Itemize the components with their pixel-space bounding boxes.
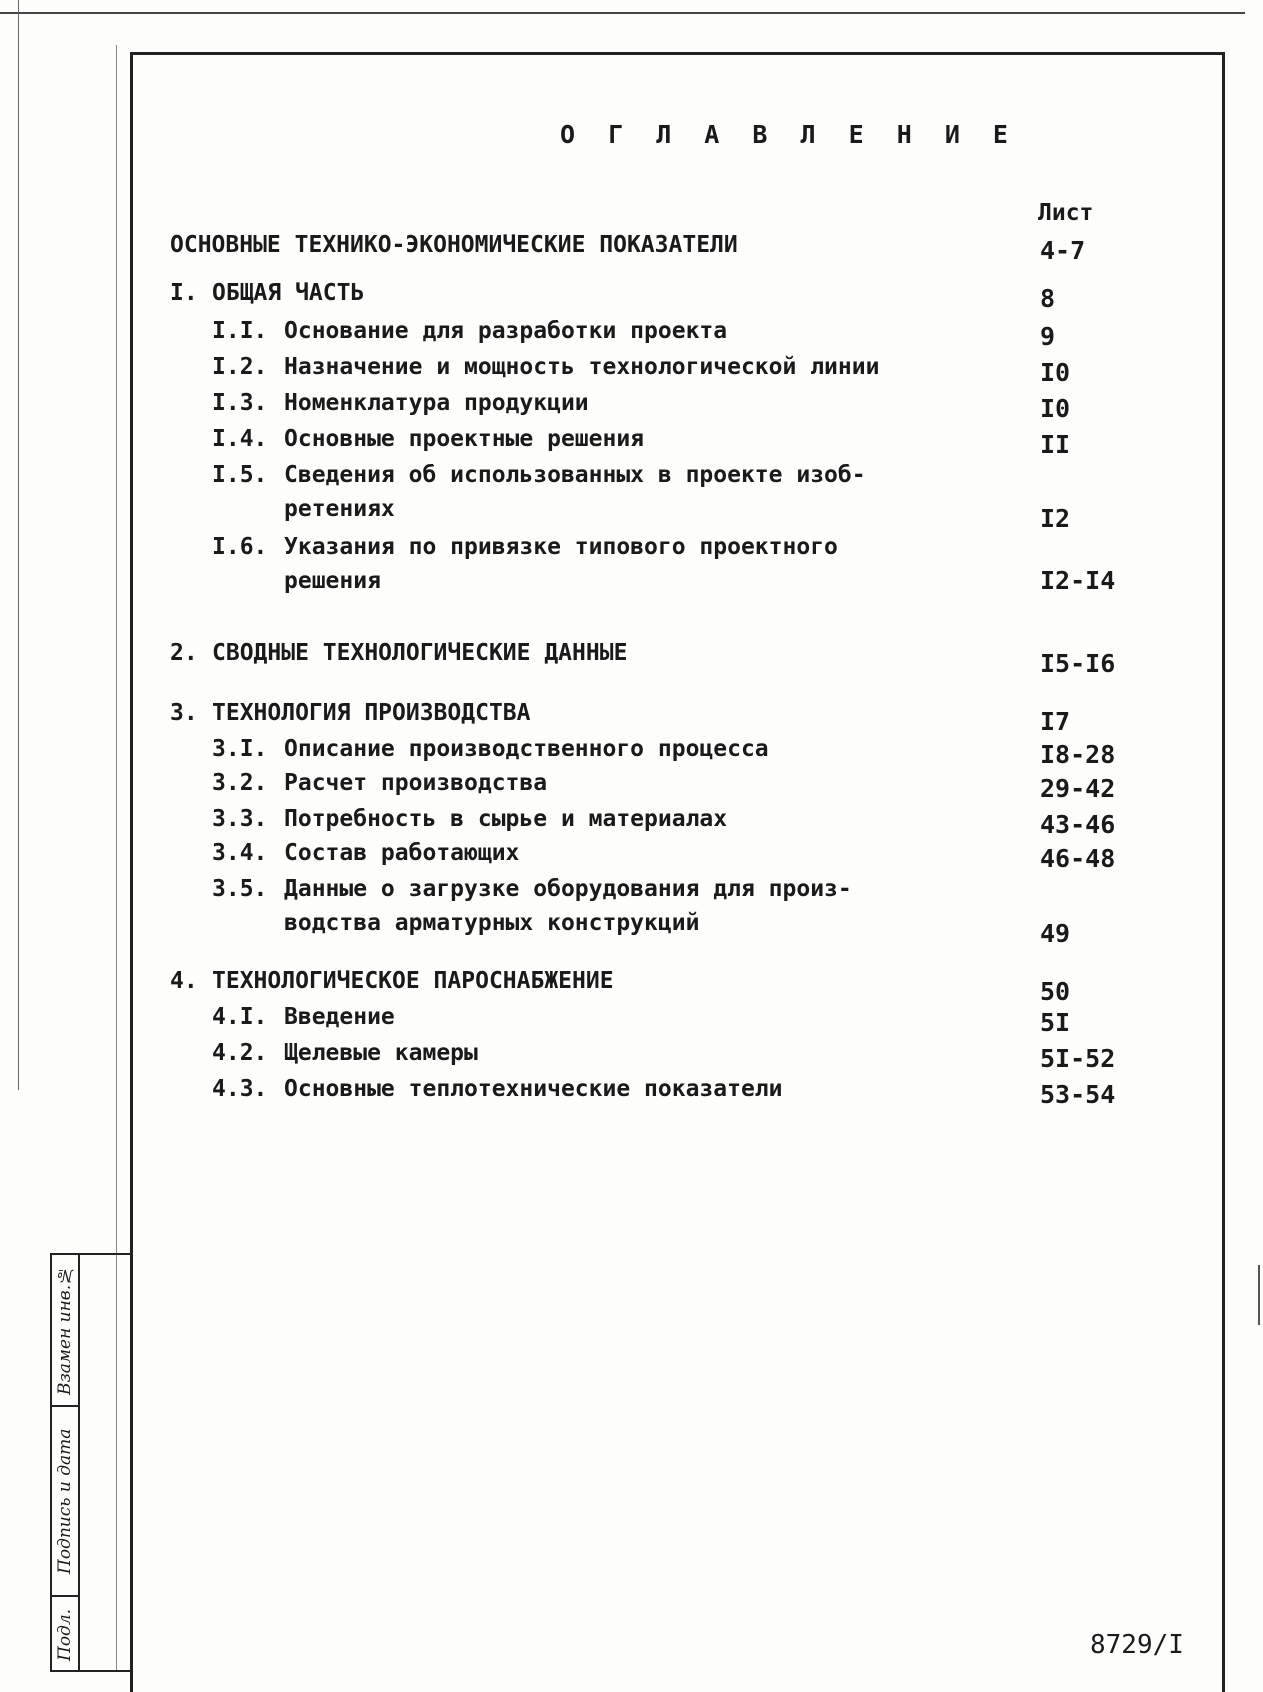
toc-entry-page: 49 [1040,919,1071,948]
toc-entry-title: Указания по привязке типового проектного [284,534,838,560]
toc-entry-number: 3. [170,700,198,726]
toc-entry-title: ТЕХНОЛОГИЯ ПРОИЗВОДСТВА [212,700,531,726]
toc-entry-title: Щелевые камеры [284,1040,478,1066]
toc-entry-number: 3.I. [212,736,268,762]
toc-entry-page: 5I-52 [1040,1044,1116,1073]
toc-entry-number: 4.I. [212,1004,268,1030]
toc-entry-page: I7 [1040,707,1071,736]
toc-entry-page: II [1040,430,1071,459]
stamp-label-original: Подл. [55,1608,75,1661]
toc-entry-title: СВОДНЫЕ ТЕХНОЛОГИЧЕСКИЕ ДАННЫЕ [212,640,628,666]
toc-entry-page: 5I [1040,1008,1071,1037]
toc-entry-title: Расчет производства [284,770,548,796]
toc-entry-title: Основание для разработки проекта [284,318,728,344]
toc-entry-number: I. [170,280,198,306]
toc-entry-number: 2. [170,640,198,666]
toc-entry-title: Назначение и мощность технологической линии [284,354,880,380]
toc-entry-number: I.5. [212,462,268,488]
stamp-label-replace-inv: Взамен инв.№ [55,1264,75,1396]
left-margin-rule [18,0,19,1090]
toc-entry-number: I.I. [212,318,268,344]
toc-entry-page: 9 [1040,322,1056,351]
toc-entry-page: I2 [1040,504,1071,533]
toc-entry-number: 3.4. [212,840,268,866]
toc-entry-title: Данные о загрузке оборудования для произ- [284,876,852,902]
toc-entry-page: 43-46 [1040,810,1116,839]
toc-entry-page: 4-7 [1040,236,1086,265]
toc-entry-title: ОБЩАЯ ЧАСТЬ [212,280,365,306]
toc-entry-number: 4.3. [212,1076,268,1102]
toc-entry-page: 8 [1040,284,1056,313]
page-title: О Г Л А В Л Е Н И Е [560,120,1017,149]
toc-entry-number: 3.5. [212,876,268,902]
toc-entry-number: I.3. [212,390,268,416]
top-rule [0,12,1245,14]
toc-entry-title: Основные проектные решения [284,426,645,452]
toc-entry-page: I5-I6 [1040,649,1116,678]
toc-entry-title: Состав работающих [284,840,520,866]
toc-entry-title: Номенклатура продукции [284,390,589,416]
toc-entry-page: 46-48 [1040,844,1116,873]
toc-entry-title-continued: ретениях [284,496,395,522]
toc-entry-title: Введение [284,1004,395,1030]
page-column-header: Лист [1038,200,1094,226]
toc-entry-page: I2-I4 [1040,566,1116,595]
toc-entry-number: I.4. [212,426,268,452]
toc-entry-title: ТЕХНОЛОГИЧЕСКОЕ ПАРОСНАБЖЕНИЕ [212,968,614,994]
toc-entry-title: Сведения об использованных в проекте изоб- [284,462,866,488]
toc-entry-page: 50 [1040,977,1071,1006]
toc-entry-title-continued: решения [284,568,381,594]
toc-entry-title: Потребность в сырье и материалах [284,806,728,832]
toc-entry-number: 3.2. [212,770,268,796]
toc-entry-number: I.2. [212,354,268,380]
toc-entry-title: Описание производственного процесса [284,736,769,762]
toc-entry-title-continued: водства арматурных конструкций [284,910,700,936]
toc-entry-number: I.6. [212,534,268,560]
stamp-label-signature-date: Подпись и дата [55,1428,75,1574]
toc-entry-title: Основные теплотехнические показатели [284,1076,783,1102]
toc-entry-title: ОСНОВНЫЕ ТЕХНИКО-ЭКОНОМИЧЕСКИЕ ПОКАЗАТЕЛИ [170,232,738,258]
toc-entry-page: I0 [1040,358,1071,387]
right-edge-mark [1258,1265,1262,1325]
toc-entry-number: 3.3. [212,806,268,832]
side-stamp [50,1253,132,1672]
document-number: 8729/I [1090,1630,1184,1660]
toc-entry-number: 4.2. [212,1040,268,1066]
toc-entry-page: I0 [1040,394,1071,423]
toc-entry-number: 4. [170,968,198,994]
toc-entry-page: I8-28 [1040,740,1116,769]
toc-entry-page: 53-54 [1040,1080,1116,1109]
toc-entry-page: 29-42 [1040,774,1116,803]
